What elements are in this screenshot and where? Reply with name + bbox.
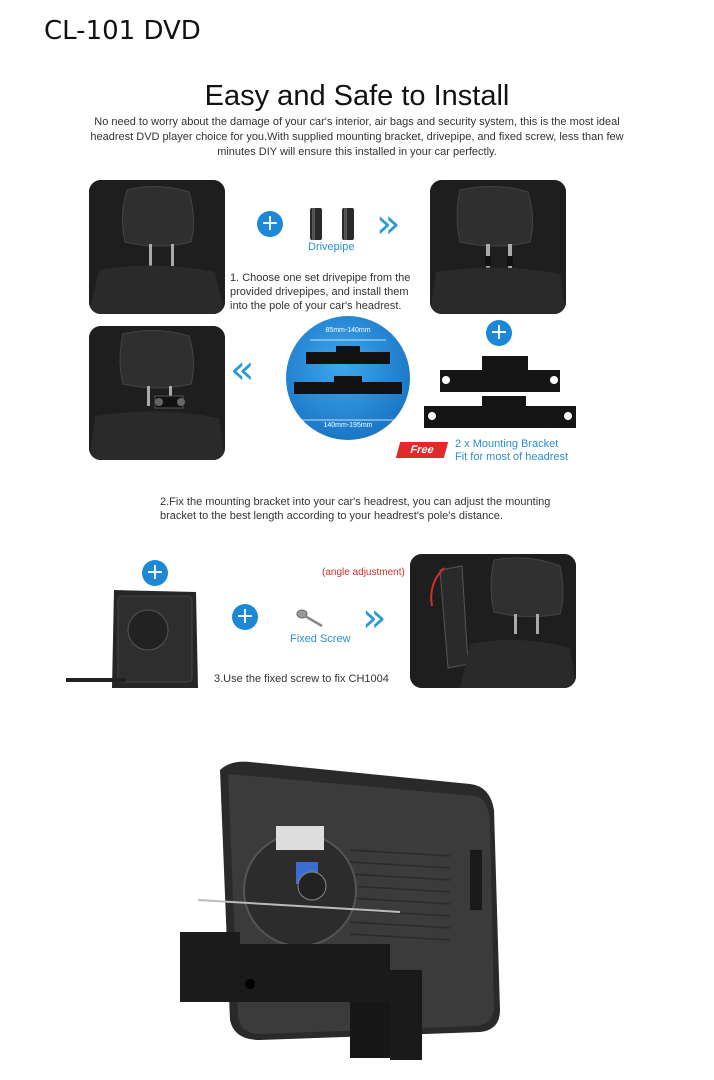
screw-icon — [296, 608, 324, 628]
bracket-range-diagram — [286, 316, 410, 440]
drivepipe-label: Drivepipe — [308, 241, 355, 253]
plus-icon-2: + — [486, 320, 512, 346]
mounting-bracket-1 — [440, 356, 560, 392]
plus-icon-4: + — [232, 604, 258, 630]
headrest-photo-1 — [89, 180, 225, 314]
fixed-screw-label: Fixed Screw — [290, 633, 351, 645]
dvd-player-photo — [66, 588, 200, 688]
plus-icon-3: + — [142, 560, 168, 586]
angle-adjustment-label: (angle adjustment) — [322, 567, 405, 578]
dvd-player-back-photo — [150, 740, 550, 1070]
plus-icon: + — [257, 211, 283, 237]
chevron-right-icon: » — [376, 201, 387, 247]
chevron-left-icon: « — [230, 347, 241, 393]
range-small-label: 85mm-140mm — [325, 327, 371, 334]
intro-paragraph: No need to worry about the damage of your car's interior, air bags and security system, this is the most ideal headrest DVD player choice for you.With supplied mounting bracket, drivepipe, and fixed screw, less than few minutes DIY will ensure this installed in your car perfectly. — [90, 116, 624, 158]
headrest-photo-2 — [430, 180, 566, 314]
headline: Easy and Safe to Install — [204, 80, 510, 112]
bracket-label-2: Fit for most of headrest — [455, 451, 569, 463]
step-2-text: 2.Fix the mounting bracket into your car's headrest, you can adjust the mounting bracket to the best length according to your headrest's pole's distance. — [160, 496, 551, 522]
bracket-label-1: 2 x Mounting Bracket — [455, 438, 559, 450]
step-1-text: 1. Choose one set drivepipe from the provided drivepipes, and install them into the pole of your car's headrest. — [230, 272, 411, 312]
step-3-text: 3.Use the fixed screw to fix CH1004 — [214, 673, 389, 685]
installed-player-photo — [410, 554, 576, 688]
range-large-label: 140mm-195mm — [323, 422, 373, 429]
drivepipe-icon — [306, 206, 360, 242]
mounting-bracket-2 — [424, 396, 576, 432]
free-badge: Free — [396, 442, 448, 458]
headrest-photo-3 — [89, 326, 225, 460]
chevron-right-icon-2: » — [362, 595, 373, 641]
document-title: CL-101 DVD — [44, 16, 201, 46]
